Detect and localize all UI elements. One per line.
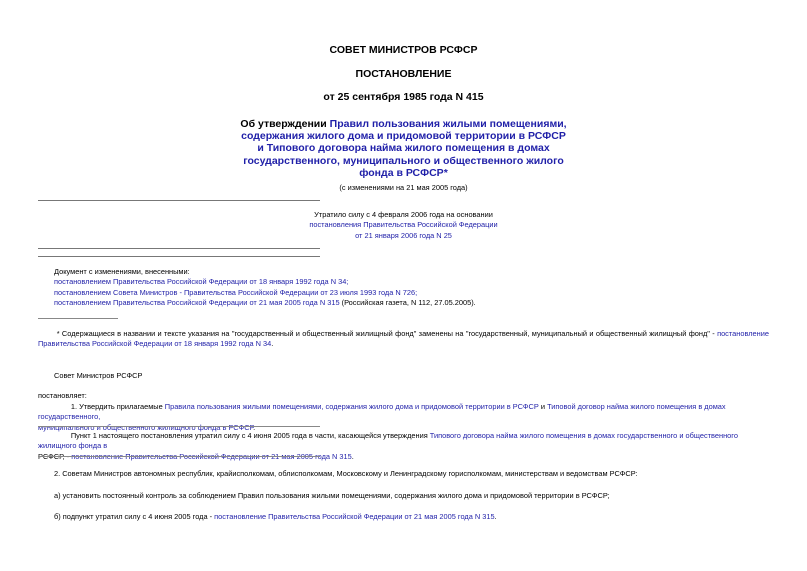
divider bbox=[38, 248, 320, 249]
title-link-line4[interactable]: государственного, муниципального и общественного жилого bbox=[243, 154, 564, 167]
note-1 bbox=[38, 431, 769, 462]
doc-title bbox=[180, 118, 627, 179]
amendment-link-3[interactable]: постановлением Правительства Российской Федерации от 21 мая 2005 года N 315 bbox=[54, 298, 340, 308]
council-name: Совет Министров РСФСР bbox=[54, 371, 143, 380]
contract-link-a[interactable]: Типовой договор найма жилого помещения в домах государственного, bbox=[38, 402, 726, 422]
p1-text: 1. Утвердить прилагаемые bbox=[70, 402, 165, 411]
repealed-note bbox=[250, 210, 557, 241]
amended-note: (с изменениями на 21 мая 2005 года) bbox=[339, 183, 468, 192]
note1-text-b: РСФСР, - bbox=[38, 451, 72, 461]
note1-link-2[interactable]: постановление Правительства Российской Федерации от 21 мая 2005 года N 315 bbox=[71, 451, 352, 461]
repealed-text: Утратило силу с 4 февраля 2006 года на основании bbox=[314, 210, 493, 219]
amendment-source: (Российская газета, N 112, 27.05.2005). bbox=[339, 298, 476, 308]
footnote-text: * Содержащиеся в названии и тексте указания на "государственный и общественный жилищный фонд" заменены на "государственный, муниципальный и общественный жилищный фонд" - bbox=[56, 329, 718, 338]
note1-link[interactable]: Типового договора найма жилого помещения в домах государственного и общественного жилищного фонда в bbox=[38, 431, 738, 451]
note1-end: . bbox=[351, 451, 354, 461]
divider bbox=[38, 426, 320, 427]
footnote-link-1[interactable]: постановление bbox=[717, 329, 769, 338]
footnote-link-2[interactable]: Правительства Российской Федерации от 18 января 1992 года N 34 bbox=[38, 339, 272, 349]
doc-type: ПОСТАНОВЛЕНИЕ bbox=[355, 68, 452, 80]
resolves-label: постановляет: bbox=[38, 391, 87, 400]
contract-link-b[interactable]: муниципального и общественного жилищного фонда в РСФСР bbox=[38, 422, 254, 432]
paragraph-2: 2. Советам Министров автономных республик, крайисполкомам, облисполкомам, Московскому и Ленинградскому горисполкомам, министерствам и ведомствам РСФСР: bbox=[54, 469, 638, 478]
paragraph-1 bbox=[38, 402, 769, 433]
amendments-intro: Документ с изменениями, внесенными: bbox=[54, 267, 190, 276]
amendments-block bbox=[54, 267, 774, 309]
paragraph-2b bbox=[54, 512, 774, 522]
p2b-text: б) подпункт утратил силу с 4 июня 2005 года - bbox=[54, 512, 215, 521]
title-link-line3[interactable]: и Типового договора найма жилого помещения в домах bbox=[257, 142, 550, 155]
amendment-link-1[interactable]: постановлением Правительства Российской Федерации от 18 января 1992 года N 34; bbox=[54, 277, 349, 287]
repealed-link-2[interactable]: от 21 января 2006 года N 25 bbox=[355, 230, 452, 240]
p1-end: . bbox=[253, 422, 256, 432]
footnote bbox=[38, 329, 769, 350]
p2b-link[interactable]: постановление Правительства Российской Федерации от 21 мая 2005 года N 315 bbox=[214, 512, 495, 521]
title-link-line2[interactable]: содержания жилого дома и придомовой территории в РСФСР bbox=[241, 130, 566, 143]
repealed-link-1[interactable]: постановления Правительства Российской Федерации bbox=[309, 220, 498, 230]
paragraph-2a: а) установить постоянный контроль за соблюдением Правил пользования жилыми помещениями, содержания жилого дома и придомовой территории в РСФСР; bbox=[54, 491, 610, 500]
divider bbox=[38, 256, 320, 257]
org-title: СОВЕТ МИНИСТРОВ РСФСР bbox=[329, 44, 478, 56]
divider bbox=[38, 200, 320, 201]
doc-date-number: от 25 сентября 1985 года N 415 bbox=[323, 91, 484, 103]
footnote-divider bbox=[38, 318, 118, 319]
p2b-end: . bbox=[494, 512, 497, 521]
amendment-link-2[interactable]: постановлением Совета Министров - Правительства Российской Федерации от 23 июля 1993 года N 726; bbox=[54, 287, 418, 297]
note1-text: Пункт 1 настоящего постановления утратил силу с 4 июня 2005 года в части, касающейся утверждения bbox=[70, 431, 430, 440]
title-prefix: Об утверждении bbox=[240, 118, 330, 130]
divider bbox=[38, 456, 320, 457]
title-link-line1[interactable]: Правил пользования жилыми помещениями, bbox=[329, 118, 567, 130]
rules-link[interactable]: Правила пользования жилыми помещениями, содержания жилого дома и придомовой территории в РСФСР bbox=[164, 402, 539, 411]
footnote-end: . bbox=[271, 339, 274, 349]
p1-and: и bbox=[538, 402, 548, 411]
title-link-line5[interactable]: фонда в РСФСР* bbox=[359, 166, 448, 179]
amendment-item-3 bbox=[54, 298, 774, 308]
